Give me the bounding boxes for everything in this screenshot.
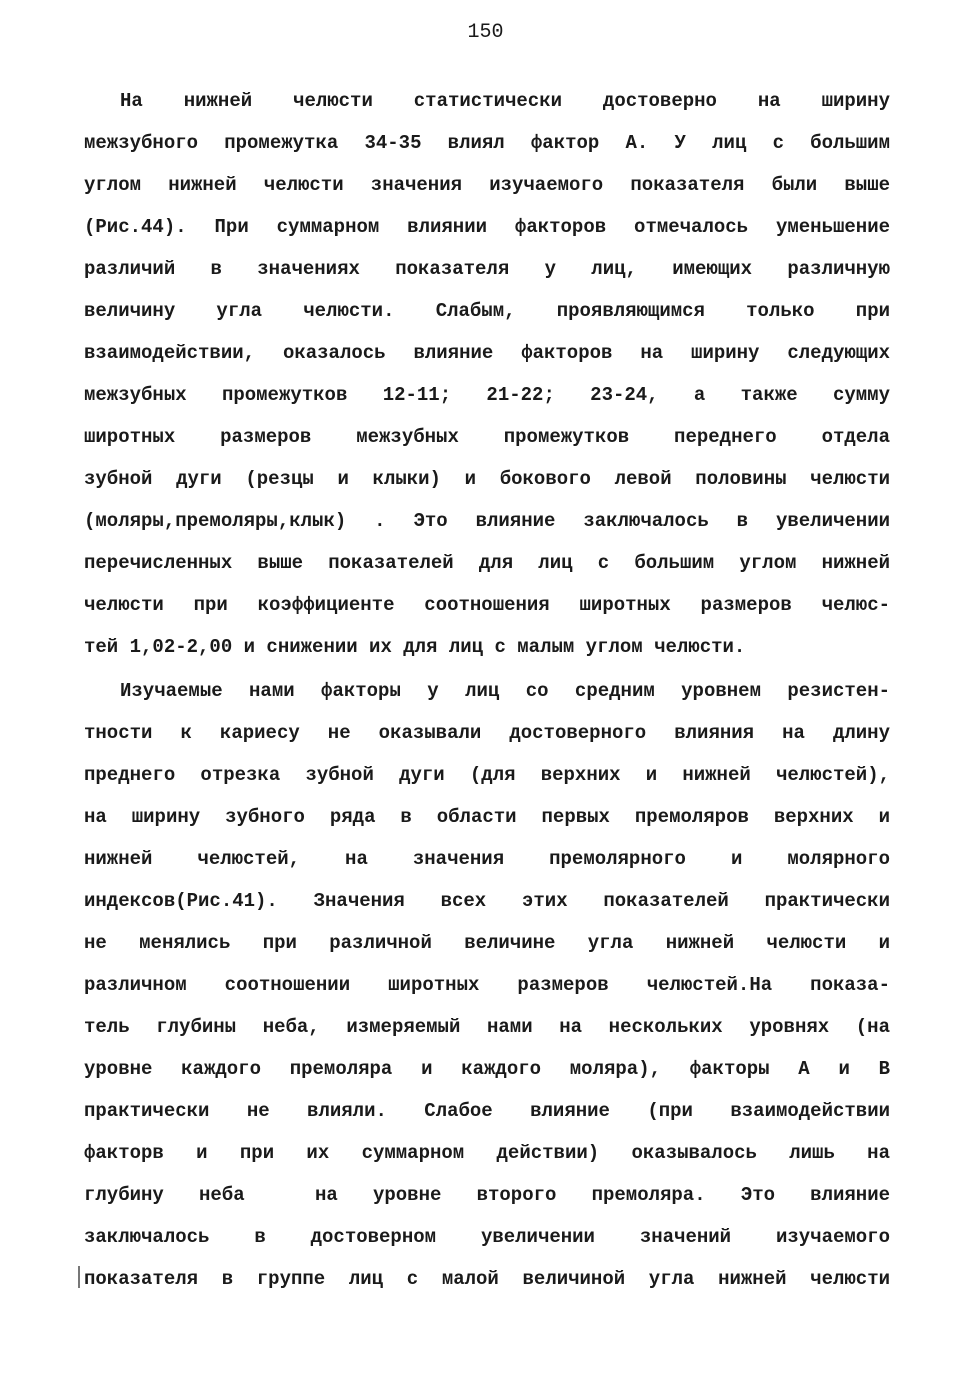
paragraph-2 — [84, 670, 890, 1300]
text-line: заключалось в достоверном увеличении значений изучаемого — [84, 1226, 890, 1248]
text-line: (Рис.44). При суммарном влиянии факторов отмечалось уменьшение — [84, 216, 890, 238]
text-line: углом нижней челюсти значения изучаемого показателя были выше — [84, 174, 890, 196]
text-line: тности к кариесу не оказывали достоверного влияния на длину — [84, 722, 890, 744]
text-line: преднего отрезка зубной дуги (для верхних и нижней челюстей), — [84, 764, 890, 786]
text-line: зубной дуги (резцы и клыки) и бокового левой половины челюсти — [84, 468, 890, 490]
paragraph-1 — [84, 80, 890, 668]
text-line: (моляры,премоляры,клык) . Это влияние заключалось в увеличении — [84, 510, 890, 532]
text-line: тель глубины неба, измеряемый нами на нескольких уровнях (на — [84, 1016, 890, 1038]
text-line: величину угла челюсти. Слабым, проявляющимся только при — [84, 300, 890, 322]
text-line: Изучаемые нами факторы у лиц со средним уровнем резистен- — [120, 680, 890, 702]
text-line: показателя в группе лиц с малой величиной угла нижней челюсти — [84, 1268, 890, 1290]
text-line: глубину неба на уровне второго премоляра. Это влияние — [84, 1184, 890, 1206]
text-line: не менялись при различной величине угла нижней челюсти и — [84, 932, 890, 954]
text-line: На нижней челюсти статистически достоверно на ширину — [120, 90, 890, 112]
text-line: уровне каждого премоляра и каждого моляра), факторы А и В — [84, 1058, 890, 1080]
text-line: нижней челюстей, на значения премолярного и молярного — [84, 848, 890, 870]
text-line: перечисленных выше показателей для лиц с большим углом нижней — [84, 552, 890, 574]
text-line: взаимодействии, оказалось влияние факторов на ширину следующих — [84, 342, 890, 364]
text-line: факторв и при их суммарном действии) оказывалось лишь на — [84, 1142, 890, 1164]
text-line: на ширину зубного ряда в области первых премоляров верхних и — [84, 806, 890, 828]
text-line: индексов(Рис.41). Значения всех этих показателей практически — [84, 890, 890, 912]
text-line: тей 1,02-2,00 и снижении их для лиц с малым углом челюсти. — [84, 636, 746, 658]
text-line: межзубных промежутков 12-11; 21-22; 23-24, а также сумму — [84, 384, 890, 406]
text-line: межзубного промежутка 34-35 влиял фактор А. У лиц с большим — [84, 132, 890, 154]
text-line: различном соотношении широтных размеров челюстей.На показа- — [84, 974, 890, 996]
text-line: челюсти при коэффициенте соотношения широтных размеров челюс- — [84, 594, 890, 616]
text-line: практически не влияли. Слабое влияние (при взаимодействии — [84, 1100, 890, 1122]
text-line: различий в значениях показателя у лиц, имеющих различную — [84, 258, 890, 280]
margin-mark — [78, 1266, 80, 1288]
page-number: 150 — [467, 21, 504, 44]
text-line: широтных размеров межзубных промежутков переднего отдела — [84, 426, 890, 448]
